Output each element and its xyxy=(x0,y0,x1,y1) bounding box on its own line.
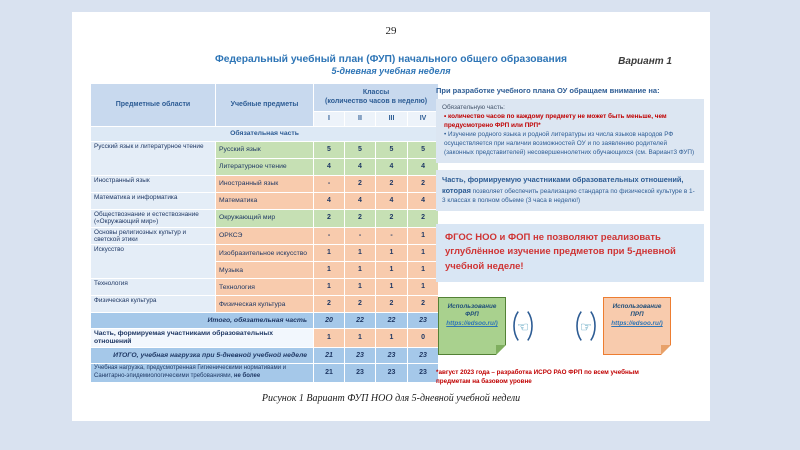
table-total-row xyxy=(91,313,439,329)
table-row xyxy=(91,279,439,296)
total-label-cell: Часть, формируемая участниками образовательных отношений xyxy=(91,329,314,348)
total-label-cell: Итого, обязательная часть xyxy=(91,313,314,329)
prp-edsoo-link[interactable]: https://edsoo.ru/) xyxy=(611,319,663,327)
click-hand-right-icon xyxy=(574,308,598,344)
subject-cell: ОРКСЭ xyxy=(216,227,314,245)
subject-cell: Литературное чтение xyxy=(216,159,314,176)
section-label: Обязательная часть xyxy=(91,127,439,142)
total-label-cell: Учебная нагрузка, предусмотренная Гигиеническими нормативами и Санитарно-эпидемиологическими требованиями, не более xyxy=(91,364,314,383)
panel-heading: При разработке учебного плана ОУ обращаем внимание на: xyxy=(436,86,660,95)
frp-sticky-note xyxy=(438,297,506,355)
total-value-cell: 22 xyxy=(376,313,408,329)
frp-note-label: Использование ФРП xyxy=(447,302,497,319)
click-hand-left-icon xyxy=(511,308,535,344)
subject-area-cell: Иностранный язык xyxy=(91,176,216,193)
hours-cell: 2 xyxy=(345,296,376,313)
table-total-row xyxy=(91,364,439,383)
hours-cell: 4 xyxy=(376,159,408,176)
hours-cell: 2 xyxy=(408,176,439,193)
hours-cell: 1 xyxy=(408,227,439,245)
hours-cell: 4 xyxy=(376,193,408,210)
figure-caption: Рисунок 1 Вариант ФУП НОО для 5-дневной учебной недели xyxy=(261,393,521,404)
total-value-cell: 1 xyxy=(376,329,408,348)
hours-cell: 2 xyxy=(376,176,408,193)
table-header-row xyxy=(91,84,439,112)
hours-cell: 1 xyxy=(408,245,439,262)
formed-part-rest: позволяет обеспечить реализацию стандарта по физической культуре в 1-3 классах в полном объеме (3 часа в неделю!) xyxy=(442,187,695,204)
hours-cell: 1 xyxy=(408,279,439,296)
hours-cell: 1 xyxy=(376,262,408,279)
subject-cell: Окружающий мир xyxy=(216,210,314,228)
warning-box: ФГОС НОО и ФОП не позволяют реализовать углублённое изучение предметов при 5-дневной учебной неделе! xyxy=(436,224,704,282)
total-value-cell: 20 xyxy=(314,313,345,329)
table-row xyxy=(91,296,439,313)
svg-text:☞: ☞ xyxy=(579,319,593,335)
hours-cell: 4 xyxy=(408,193,439,210)
table-row xyxy=(91,176,439,193)
subject-area-cell: Технология xyxy=(91,279,216,296)
hours-cell: 2 xyxy=(345,176,376,193)
mandatory-part-box xyxy=(436,99,704,163)
col-header-subjects: Учебные предметы xyxy=(216,84,314,127)
subject-area-cell: Основы религиозных культур и светской этики xyxy=(91,227,216,245)
svg-text:☜: ☜ xyxy=(516,319,530,335)
hours-cell: 4 xyxy=(314,159,345,176)
hours-cell: 2 xyxy=(408,296,439,313)
hours-cell: - xyxy=(314,227,345,245)
hours-cell: 1 xyxy=(314,279,345,296)
subject-area-cell: Математика и информатика xyxy=(91,193,216,210)
formed-part-lead: Часть, формируемую участниками образовательных отношений, которая xyxy=(442,174,684,195)
subject-cell: Физическая культура xyxy=(216,296,314,313)
hours-cell: 1 xyxy=(314,245,345,262)
hours-cell: 1 xyxy=(408,262,439,279)
hours-cell: - xyxy=(314,176,345,193)
hours-cell: 2 xyxy=(314,296,345,313)
hours-cell: 1 xyxy=(314,262,345,279)
grade-header-1: I xyxy=(314,112,345,127)
hours-cell: 4 xyxy=(314,193,345,210)
mandatory-part-bullets xyxy=(442,113,698,158)
total-value-cell: 23 xyxy=(345,364,376,383)
total-value-cell: 1 xyxy=(314,329,345,348)
document-subtitle: 5-дневная учебная неделя xyxy=(331,66,451,76)
total-value-cell: 1 xyxy=(345,329,376,348)
subject-cell: Русский язык xyxy=(216,142,314,159)
subject-cell: Математика xyxy=(216,193,314,210)
frp-edsoo-link[interactable]: https://edsoo.ru/) xyxy=(446,319,498,327)
mandatory-part-intro: Обязательную часть: xyxy=(442,104,505,111)
page-number: 29 xyxy=(385,25,397,37)
curriculum-table-body xyxy=(91,142,439,383)
right-panel xyxy=(436,86,704,386)
table-total-row xyxy=(91,329,439,348)
table-row xyxy=(91,245,439,262)
hours-cell: 2 xyxy=(345,210,376,228)
hours-cell: 1 xyxy=(376,245,408,262)
formed-part-box xyxy=(436,170,704,211)
panel-bullet: • количество часов по каждому предмету не может быть меньше, чем предусмотрено ФРП или ПРП* xyxy=(442,113,698,131)
total-value-cell: 23 xyxy=(345,348,376,364)
table-row xyxy=(91,142,439,159)
table-row xyxy=(91,227,439,245)
document-title: Федеральный учебный план (ФУП) начального общего образования xyxy=(214,54,568,65)
section-row xyxy=(91,127,439,142)
classes-sublabel: (количество часов в неделю) xyxy=(325,97,428,105)
table-row xyxy=(91,193,439,210)
title-block xyxy=(72,54,710,76)
total-value-cell: 0 xyxy=(408,329,439,348)
hours-cell: 2 xyxy=(376,296,408,313)
total-value-cell: 22 xyxy=(345,313,376,329)
hours-cell: - xyxy=(345,227,376,245)
subject-cell: Технология xyxy=(216,279,314,296)
total-value-cell: 23 xyxy=(376,364,408,383)
classes-label: Классы xyxy=(362,89,390,97)
total-value-cell: 23 xyxy=(408,313,439,329)
grade-header-3: III xyxy=(376,112,408,127)
table-row xyxy=(91,210,439,228)
grade-header-4: IV xyxy=(408,112,439,127)
subject-area-cell: Русский язык и литературное чтение xyxy=(91,142,216,176)
hours-cell: 2 xyxy=(376,210,408,228)
hours-cell: 1 xyxy=(345,279,376,296)
subject-cell: Изобразительное искусство xyxy=(216,245,314,262)
prp-sticky-note xyxy=(603,297,671,355)
variant-label: Вариант 1 xyxy=(618,56,672,67)
footnote: *август 2023 года – разработка ИСРО РАО ФРП по всем учебным предметам на базовом уровне xyxy=(436,368,639,385)
hours-cell: 5 xyxy=(314,142,345,159)
total-value-cell: 23 xyxy=(408,348,439,364)
hours-cell: 1 xyxy=(345,262,376,279)
total-value-cell: 23 xyxy=(408,364,439,383)
hours-cell: 2 xyxy=(314,210,345,228)
subject-cell: Иностранный язык xyxy=(216,176,314,193)
panel-bullet: • Изучение родного языка и родной литературы из числа языков народов РФ осуществляется при наличии возможностей ОУ и по заявлению родителей (законных представителей) несовершеннолетних обучающихся (см. Вариант3 ФУП) xyxy=(442,131,698,158)
subject-area-cell: Искусство xyxy=(91,245,216,279)
subject-cell: Музыка xyxy=(216,262,314,279)
total-value-cell: 21 xyxy=(314,364,345,383)
hours-cell: 1 xyxy=(345,245,376,262)
col-header-areas: Предметные области xyxy=(91,84,216,127)
hours-cell: 2 xyxy=(408,210,439,228)
prp-note-label: Использование ПРП xyxy=(612,302,662,319)
hours-cell: 4 xyxy=(408,159,439,176)
subject-area-cell: Физическая культура xyxy=(91,296,216,313)
hours-cell: 5 xyxy=(345,142,376,159)
total-value-cell: 21 xyxy=(314,348,345,364)
total-label-cell: ИТОГО, учебная нагрузка при 5-дневной учебной неделе xyxy=(91,348,314,364)
usage-notes-row xyxy=(438,297,704,355)
hours-cell: 4 xyxy=(345,159,376,176)
document-page xyxy=(72,12,710,421)
hours-cell: 4 xyxy=(345,193,376,210)
col-header-classes xyxy=(314,84,439,112)
hours-cell: 5 xyxy=(408,142,439,159)
subject-area-cell: Обществознание и естествознание («Окружающий мир») xyxy=(91,210,216,228)
curriculum-table xyxy=(90,83,439,383)
hours-cell: - xyxy=(376,227,408,245)
hours-cell: 5 xyxy=(376,142,408,159)
hours-cell: 1 xyxy=(376,279,408,296)
total-value-cell: 23 xyxy=(376,348,408,364)
table-total-row xyxy=(91,348,439,364)
grade-header-2: II xyxy=(345,112,376,127)
